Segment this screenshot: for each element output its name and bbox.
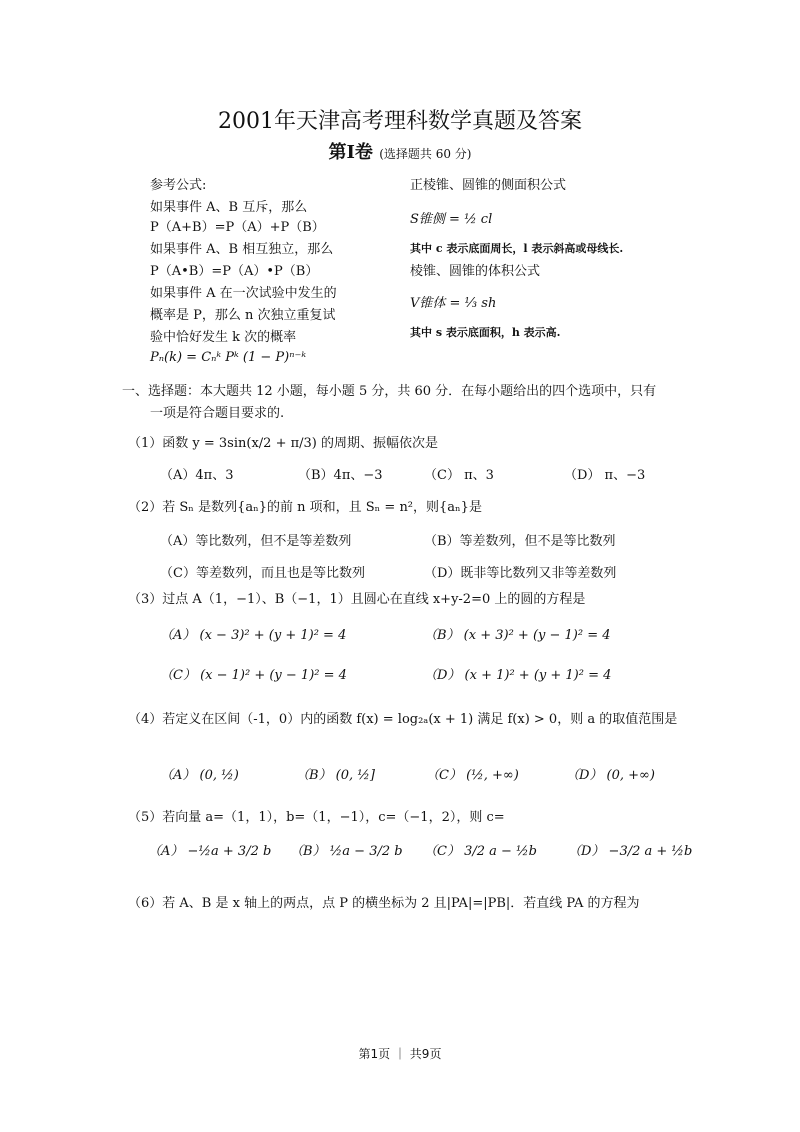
- question-2-option-d: （D）既非等比数列又非等差数列: [424, 566, 617, 581]
- question-1-option-d: （D） π、−3: [564, 468, 646, 483]
- instructions-line-1: 一、选择题：本大题共 12 小题，每小题 5 分，共 60 分．在每小题给出的四个选项中，只有: [122, 384, 657, 399]
- formula-right-3: 棱锥、圆锥的体积公式: [410, 264, 541, 279]
- question-2-option-a: （A）等比数列，但不是等差数列: [160, 534, 352, 549]
- question-2-option-b: （B）等差数列，但不是等比数列: [424, 534, 616, 549]
- question-3-option-a: （A） (x − 3)² + (y + 1)² = 4: [160, 628, 347, 643]
- question-3-option-c: （C） (x − 1)² + (y − 1)² = 4: [160, 668, 347, 683]
- question-1-option-c: （C） π、3: [424, 468, 494, 483]
- formula-left-0: 参考公式:: [150, 178, 207, 193]
- question-4-option-d: （D） (0, +∞): [566, 768, 655, 783]
- question-6-stem: （6）若 A、B 是 x 轴上的两点，点 P 的横坐标为 2 且|PA|=|PB|．若直线 PA 的方程为: [128, 896, 640, 911]
- question-4-stem: （4）若定义在区间（-1，0）内的函数 f(x) = log₂ₐ(x + 1) 满足 f(x) > 0，则 a 的取值范围是: [128, 712, 678, 727]
- question-4-option-a: （A） (0, ½): [160, 768, 239, 783]
- formula-left-4: P（A•B）=P（A）•P（B）: [150, 264, 319, 279]
- document-title: 2001年天津高考理科数学真题及答案: [218, 109, 582, 134]
- question-4-option-c: （C） (½, +∞): [426, 768, 519, 783]
- section-note: (选择题共 60 分): [379, 147, 472, 161]
- question-5-option-a: （A） −½a + 3/2 b: [148, 844, 272, 859]
- formula-left-2: P（A+B）=P（A）+P（B）: [150, 220, 325, 235]
- question-1-option-b: （B）4π、−3: [298, 468, 383, 483]
- question-2-stem: （2）若 Sₙ 是数列{aₙ}的前 n 项和，且 Sₙ = n²，则{aₙ}是: [128, 500, 482, 515]
- question-1-stem: （1）函数 y = 3sin(x/2 + π/3) 的周期、振幅依次是: [128, 436, 438, 451]
- formula-left-6: 概率是 P，那么 n 次独立重复试: [150, 308, 336, 323]
- question-3-stem: （3）过点 A（1，−1）、B（−1，1）且圆心在直线 x+y-2=0 上的圆的方程是: [128, 592, 586, 607]
- binomial-formula: Pₙ(k) = Cₙᵏ Pᵏ (1 − P)ⁿ⁻ᵏ: [150, 350, 307, 365]
- instructions-line-2: 一项是符合题目要求的.: [150, 406, 285, 421]
- question-2-option-c: （C）等差数列，而且也是等比数列: [160, 566, 365, 581]
- volume-formula: V锥体 = ⅓ sh: [410, 296, 497, 311]
- question-5-option-d: （D） −3/2 a + ½b: [568, 844, 693, 859]
- formula-left-5: 如果事件 A 在一次试验中发生的: [150, 286, 337, 301]
- question-4-option-b: （B） (0, ½]: [296, 768, 375, 783]
- formula-right-0: 正棱锥、圆锥的侧面积公式: [410, 178, 567, 193]
- section-label: 第Ⅰ卷: [328, 142, 373, 163]
- page-footer: 第1页 ｜ 共9页: [358, 1047, 442, 1061]
- formula-right-5: 其中 s 表示底面积，h 表示高.: [410, 326, 561, 339]
- question-1-option-a: （A）4π、3: [160, 468, 234, 483]
- question-5-option-c: （C） 3/2 a − ½b: [424, 844, 537, 859]
- formula-right-2: 其中 c 表示底面周长，l 表示斜高或母线长.: [410, 242, 624, 255]
- question-5-stem: （5）若向量 a=（1，1），b=（1，−1），c=（−1，2），则 c=: [128, 810, 505, 825]
- question-3-option-b: （B） (x + 3)² + (y − 1)² = 4: [424, 628, 611, 643]
- lateral-area-formula: S锥侧 = ½ cl: [410, 212, 493, 227]
- question-3-option-d: （D） (x + 1)² + (y + 1)² = 4: [424, 668, 612, 683]
- formula-left-7: 验中恰好发生 k 次的概率: [150, 330, 297, 345]
- formula-left-3: 如果事件 A、B 相互独立，那么: [150, 242, 334, 257]
- question-5-option-b: （B） ½a − 3/2 b: [290, 844, 403, 859]
- formula-left-1: 如果事件 A、B 互斥，那么: [150, 200, 308, 215]
- section-heading: [0, 138, 800, 164]
